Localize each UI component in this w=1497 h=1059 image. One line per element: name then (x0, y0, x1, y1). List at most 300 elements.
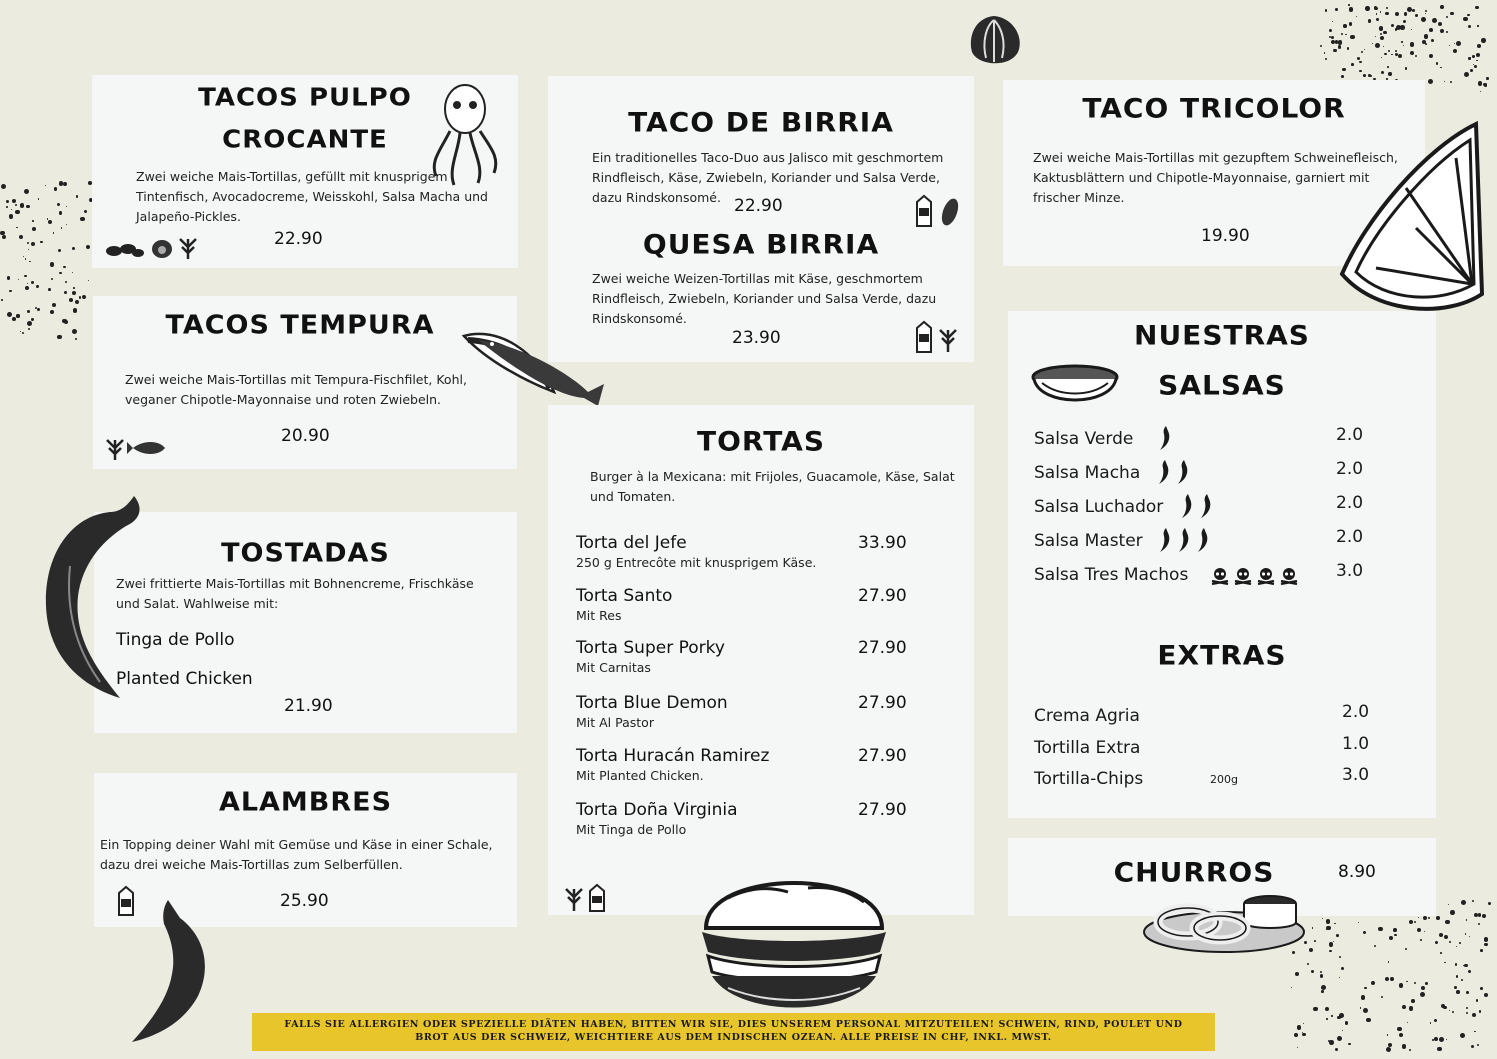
ink-dot (1465, 933, 1466, 934)
ink-dot (1410, 42, 1415, 47)
ink-dot (1350, 35, 1354, 39)
torta-description: Mit Carnitas (576, 660, 651, 675)
ink-dot (1339, 977, 1341, 979)
chili-icon (1197, 493, 1213, 523)
ink-dot (1424, 34, 1429, 39)
ink-dot (6, 206, 8, 208)
ink-dot (1363, 931, 1366, 934)
title-extras: EXTRAS (1157, 639, 1287, 672)
ink-dot (18, 279, 19, 280)
ink-dot (9, 214, 14, 219)
ink-dot (7, 312, 12, 317)
ink-dot (12, 317, 16, 321)
ink-dot (1438, 22, 1442, 26)
ink-dot (1460, 1033, 1465, 1038)
ink-dot (1466, 991, 1469, 994)
ink-dot (1466, 919, 1467, 920)
ink-dot (19, 235, 23, 239)
ink-dot (1378, 927, 1383, 932)
ink-dot (1311, 970, 1314, 973)
ink-dot (1375, 36, 1376, 37)
salsa-name: Salsa Macha (1034, 463, 1141, 483)
salsa-price: 2.0 (1336, 493, 1364, 513)
ink-dot (1381, 71, 1385, 75)
ink-dot (1325, 1007, 1329, 1011)
ink-dot (1380, 11, 1381, 12)
ink-dot (53, 232, 54, 233)
ink-dot (1342, 1030, 1343, 1031)
ink-dot (1320, 971, 1322, 973)
ink-dot (1294, 1033, 1298, 1037)
ink-dot (1358, 922, 1359, 923)
ink-dot (1403, 20, 1406, 23)
chili-pepper-bottom-illustration (118, 896, 218, 1046)
ink-dot (1477, 1044, 1479, 1046)
ink-dot (31, 318, 34, 321)
ink-dot (1424, 931, 1425, 932)
ink-dot (1436, 916, 1440, 920)
chili-icon (1178, 493, 1194, 523)
title-tostadas: TOSTADAS (221, 538, 390, 569)
extra-name: Tortilla-Chips (1034, 769, 1144, 789)
card-tortas (548, 405, 974, 915)
ink-dot (1411, 999, 1415, 1003)
torta-description: Mit Tinga de Pollo (576, 822, 687, 837)
ink-dot (1334, 923, 1335, 924)
torta-description: 250 g Entrecôte mit knusprigem Käse. (576, 555, 817, 570)
ink-dot (1440, 5, 1444, 9)
torta-description: Mit Planted Chicken. (576, 768, 704, 783)
ink-dot (1326, 926, 1330, 930)
desc-tacos-tempura: Zwei weiche Mais-Tortillas mit Tempura-Fischfilet, Kohl, veganer Chipotle-Mayonnaise und roten Zwiebeln. (125, 372, 467, 407)
ink-dot (1443, 1006, 1446, 1009)
title-salsas-line2: SALSAS (1158, 369, 1286, 402)
ink-dot (1328, 1040, 1330, 1042)
ink-dot (1314, 940, 1316, 942)
torta-name: Torta del Jefe (576, 533, 687, 553)
ink-dot (1399, 1033, 1403, 1037)
ink-dot (52, 303, 56, 307)
ink-dot (1444, 935, 1448, 939)
ink-dot (1322, 918, 1323, 919)
ink-dot (73, 308, 77, 312)
ink-dot (1405, 67, 1408, 70)
ink-dot (1417, 928, 1421, 932)
octopus-mask-illustration (430, 81, 500, 191)
ink-dot (32, 227, 36, 231)
ink-dot (16, 227, 17, 228)
ink-dot (1434, 1037, 1438, 1041)
ink-dot (1365, 6, 1370, 11)
price-tacos-tempura: 20.90 (281, 426, 330, 446)
ink-dot (40, 241, 43, 244)
torta-price: 33.90 (858, 533, 907, 553)
salsa-name: Salsa Master (1034, 531, 1143, 551)
ink-dot (1474, 65, 1477, 68)
ink-dot (1360, 1007, 1361, 1008)
price-taco-tricolor: 19.90 (1201, 226, 1250, 246)
ink-dot (1, 184, 6, 189)
ink-dot (50, 310, 54, 314)
ink-dot (24, 189, 29, 194)
skull-icon-row (1210, 567, 1299, 589)
ink-dot (1341, 967, 1344, 970)
ink-dot (1374, 7, 1378, 11)
ink-dot (1320, 45, 1322, 47)
extra-name: Tortilla Extra (1034, 738, 1141, 758)
ink-dot (11, 209, 12, 210)
price-tacos-pulpo: 22.90 (274, 229, 323, 249)
ink-dot (16, 314, 19, 317)
ink-dot (1474, 913, 1478, 917)
ink-dot (1463, 17, 1467, 21)
ink-dot (1444, 81, 1446, 83)
ink-dot (1480, 949, 1483, 952)
ink-dot (1486, 77, 1488, 79)
chili-icon (1174, 459, 1190, 489)
ink-dot (1349, 7, 1353, 11)
chili-pepper-illustration (30, 486, 150, 706)
desc-tostadas: Zwei frittierte Mais-Tortillas mit Bohnencreme, Frischkäse und Salat. Wahlweise mit: (116, 576, 474, 611)
milk-corn-icons (914, 194, 964, 228)
beans-avocado-herb-icons (104, 233, 200, 261)
chili-icon-row (1156, 425, 1172, 455)
ink-dot (1414, 982, 1416, 984)
extra-price: 3.0 (1342, 765, 1370, 785)
ink-dot (1445, 920, 1449, 924)
ink-dot (1356, 16, 1357, 17)
price-quesa-birria: 23.90 (732, 328, 781, 348)
ink-dot (1481, 38, 1486, 43)
ink-dot (1302, 1033, 1306, 1037)
price-taco-birria: 22.90 (734, 196, 783, 216)
ink-dot (1345, 1021, 1349, 1025)
ink-dot (1331, 36, 1334, 39)
ink-dot (1335, 8, 1338, 11)
ink-dot (1363, 74, 1366, 77)
title-salsas-line1: NUESTRAS (1134, 319, 1310, 352)
ink-dot (1450, 81, 1452, 83)
ink-dot (1313, 1007, 1318, 1012)
ink-dot (1403, 45, 1404, 46)
ink-dot (1297, 1025, 1302, 1030)
torta-price: 27.90 (858, 800, 907, 820)
ink-dot (48, 288, 51, 291)
title-tacos-pulpo-line1: TACOS PULPO (198, 83, 412, 113)
ink-dot (1479, 1010, 1482, 1013)
allergy-notice-banner: FALLS SIE ALLERGIEN ODER SPEZIELLE DIÄTEN HABEN, BITTEN WIR SIE, DIES UNSEREM PERSONAL MITZUTEILEN! SCHWEIN, RIND, POULET UND BROT AUS DER SCHWEIZ, WEICHTIERE AUS DEM INDISCHEN OZEAN. ALLE PREISE IN CHF, INKL. MWST. (252, 1013, 1215, 1051)
ink-dot (72, 291, 76, 295)
ink-dot (75, 300, 79, 304)
ink-dot (63, 182, 67, 186)
ink-dot (1349, 22, 1353, 26)
ink-dot (1420, 939, 1422, 941)
extra-note: 200g (1210, 773, 1238, 786)
ink-dot (1410, 51, 1414, 55)
ink-dot (22, 332, 24, 334)
ink-dot (1478, 913, 1482, 917)
desc-alambres: Ein Topping deiner Wahl mit Gemüse und Käse in einer Schale, dazu drei weiche Mais-Tortillas zum Selberfüllen. (100, 837, 493, 872)
ink-dot (1347, 47, 1350, 50)
ink-dot (1450, 12, 1454, 16)
title-taco-tricolor: TACO TRICOLOR (1082, 92, 1346, 125)
ink-dot (1436, 62, 1439, 65)
ink-dot (1321, 990, 1324, 993)
ink-dot (1472, 1013, 1476, 1017)
ink-dot (88, 280, 89, 281)
ink-dot (1387, 1034, 1388, 1035)
ink-dot (1331, 1015, 1332, 1016)
ink-dot (1484, 943, 1487, 946)
chili-icon-row (1178, 493, 1213, 523)
title-quesa-birria: QUESA BIRRIA (642, 228, 880, 261)
ink-dot (1476, 53, 1480, 57)
card-salsas-extras (1008, 311, 1436, 818)
skull-icon (1210, 567, 1230, 589)
ink-dot (1439, 1037, 1444, 1042)
ink-dot (1468, 970, 1471, 973)
ink-dot (1405, 948, 1407, 950)
ink-dot (1326, 1018, 1328, 1020)
ink-dot (1390, 977, 1394, 981)
ink-dot (1312, 927, 1313, 928)
ink-dot (1339, 956, 1341, 958)
ink-dot (1381, 996, 1383, 998)
ink-dot (1474, 1031, 1475, 1032)
ink-dot (1387, 66, 1389, 68)
ink-dot (1404, 12, 1408, 16)
garlic-illustration (964, 12, 1024, 70)
ink-dot (1472, 55, 1475, 58)
herb-fish-icons (103, 434, 173, 462)
ink-dot (64, 291, 67, 294)
ink-dot (1448, 904, 1449, 905)
ink-dot (9, 290, 11, 292)
ink-dot (66, 224, 67, 225)
ink-dot (7, 276, 10, 279)
ink-dot (1380, 36, 1384, 40)
ink-dot (1324, 52, 1325, 53)
ink-dot (27, 321, 32, 326)
ink-dot (1478, 81, 1483, 86)
ink-dot (1325, 58, 1327, 60)
extra-name: Crema Agria (1034, 706, 1140, 726)
ink-dot (1429, 54, 1433, 58)
ink-dot (31, 242, 35, 246)
ink-dot (27, 310, 30, 313)
ink-dot (64, 320, 68, 324)
ink-dot (1470, 69, 1473, 72)
desc-tacos-pulpo: Zwei weiche Mais-Tortillas, gefüllt mit knusprigem Tintenfisch, Avocadocreme, Weisskohl, Salsa Macha und Jalapeño-Pickles. (136, 169, 488, 224)
ink-dot (1425, 982, 1428, 985)
card-tostadas (94, 512, 517, 733)
ink-dot (1456, 975, 1458, 977)
skull-icon (1279, 567, 1299, 589)
ink-dot (1453, 49, 1457, 53)
ink-dot (1478, 923, 1480, 925)
ink-dot (27, 283, 29, 285)
chili-icon (1175, 527, 1191, 557)
ink-dot (1461, 900, 1466, 905)
ink-dot (1455, 963, 1458, 966)
ink-dot (1468, 25, 1472, 29)
ink-dot (1477, 25, 1478, 26)
ink-dot (1395, 50, 1397, 52)
ink-dot (1477, 44, 1481, 48)
ink-dot (1326, 919, 1331, 924)
ink-dot (23, 256, 24, 257)
ink-dot (1329, 950, 1331, 952)
ink-dot (1482, 914, 1487, 919)
ink-dot (28, 328, 30, 330)
ink-dot (1430, 1022, 1431, 1023)
ink-dot (1449, 1010, 1450, 1011)
ink-dot (1484, 937, 1488, 941)
chili-icon-row (1155, 459, 1190, 489)
ink-dot (1361, 51, 1363, 53)
ink-dot (1475, 6, 1478, 9)
ink-dot (1384, 53, 1387, 56)
ink-dot (1400, 25, 1405, 30)
ink-dot (38, 198, 39, 199)
ink-dot (1386, 7, 1388, 9)
ink-dot (37, 308, 40, 311)
ink-dot (1449, 45, 1450, 46)
ink-dot (1379, 26, 1384, 31)
ink-dot (1488, 902, 1491, 905)
ink-dot (1412, 9, 1415, 12)
salsa-name: Salsa Luchador (1034, 497, 1164, 517)
ink-dot (1401, 41, 1402, 42)
ink-dot (69, 298, 73, 302)
ink-dot (61, 227, 63, 229)
ink-dot (1437, 1047, 1442, 1052)
ink-dot (26, 205, 29, 208)
salsa-price: 2.0 (1336, 527, 1364, 547)
ink-dot (1469, 936, 1471, 938)
torta-description: Mit Al Pastor (576, 715, 654, 730)
ink-dot (1421, 17, 1426, 22)
salsa-price: 2.0 (1336, 425, 1364, 445)
ink-dot (20, 203, 24, 207)
ink-dot (1338, 45, 1342, 49)
ink-dot (75, 338, 77, 340)
ink-dot (1368, 19, 1372, 23)
torta-name: Torta Santo (576, 586, 673, 606)
ink-dot (36, 285, 38, 287)
ink-dot (1295, 972, 1299, 976)
ink-dot (59, 211, 63, 215)
skull-icon (1233, 567, 1253, 589)
ink-dot (1425, 10, 1427, 12)
ink-dot (1359, 61, 1362, 64)
ink-dot (1409, 1006, 1413, 1010)
ink-dot (1440, 29, 1444, 33)
ink-dot (1375, 43, 1380, 48)
torta-name: Torta Super Porky (576, 638, 725, 658)
ink-dot (1385, 12, 1388, 15)
ink-dot (1411, 29, 1412, 30)
ink-dot (1414, 921, 1416, 923)
torta-price: 27.90 (858, 746, 907, 766)
ink-dot (1383, 31, 1387, 35)
torta-price: 27.90 (858, 693, 907, 713)
ink-dot (1398, 54, 1402, 58)
ink-dot (1291, 987, 1292, 988)
ink-dot (57, 203, 60, 206)
ink-dot (50, 262, 55, 267)
ink-dot (1329, 942, 1334, 947)
ink-dot (48, 220, 53, 225)
ink-dot (1418, 917, 1419, 918)
ink-dot (1330, 1041, 1333, 1044)
ink-dot (28, 249, 29, 250)
ink-dot (1386, 1047, 1391, 1052)
salsa-bowl-illustration (1030, 363, 1120, 411)
ink-dot (1450, 910, 1455, 915)
ink-dot (1342, 68, 1345, 71)
ink-dot (1425, 13, 1426, 14)
torta-description: Mit Res (576, 608, 622, 623)
ink-dot (72, 272, 74, 274)
ink-dot (1444, 962, 1445, 963)
ink-dot (1329, 29, 1332, 32)
ink-dot (6, 200, 9, 203)
ink-dot (1388, 961, 1390, 963)
desc-quesa-birria: Zwei weiche Weizen-Tortillas mit Käse, geschmortem Rindfleisch, Zwiebeln, Koriander und Salsa Verde, dazu Rindskonsomé. (592, 271, 937, 326)
ink-dot (1464, 964, 1467, 967)
ink-dot (1391, 24, 1394, 27)
ink-dot (1333, 941, 1334, 942)
ink-dot (1372, 43, 1373, 44)
ink-dot (1434, 1019, 1437, 1022)
ink-dot (1446, 16, 1448, 18)
torta-name: Torta Blue Demon (576, 693, 728, 713)
ink-dot (1406, 981, 1408, 983)
ink-dot (1456, 990, 1460, 994)
ink-dot (1415, 14, 1418, 17)
price-churros: 8.90 (1338, 862, 1376, 882)
ink-dot (15, 210, 20, 215)
title-tacos-pulpo-line2: CROCANTE (222, 125, 388, 155)
ink-dot (1341, 75, 1344, 78)
ink-dot (82, 295, 86, 299)
chili-icon (1155, 459, 1171, 489)
chili-icon (1156, 527, 1172, 557)
ink-dot (76, 195, 79, 198)
ink-dot (1409, 920, 1413, 924)
ink-dot (1343, 24, 1347, 28)
ink-dot (1415, 55, 1417, 57)
ink-dot (1348, 4, 1350, 6)
ink-dot (24, 275, 27, 278)
ink-dot (1376, 13, 1377, 14)
ink-dot (1361, 995, 1365, 999)
lime-slice-illustration (1336, 118, 1486, 318)
ink-dot (1456, 946, 1457, 947)
ink-dot (1476, 999, 1479, 1002)
chili-icon-row (1156, 527, 1210, 557)
ink-dot (58, 249, 61, 252)
skull-icon (1256, 567, 1276, 589)
ink-dot (1466, 1007, 1468, 1009)
ink-dot (1389, 936, 1393, 940)
ink-dot (72, 329, 77, 334)
ink-dot (1376, 18, 1379, 21)
ink-dot (1357, 57, 1360, 60)
ink-dot (1484, 993, 1488, 997)
ink-dot (1380, 33, 1382, 35)
